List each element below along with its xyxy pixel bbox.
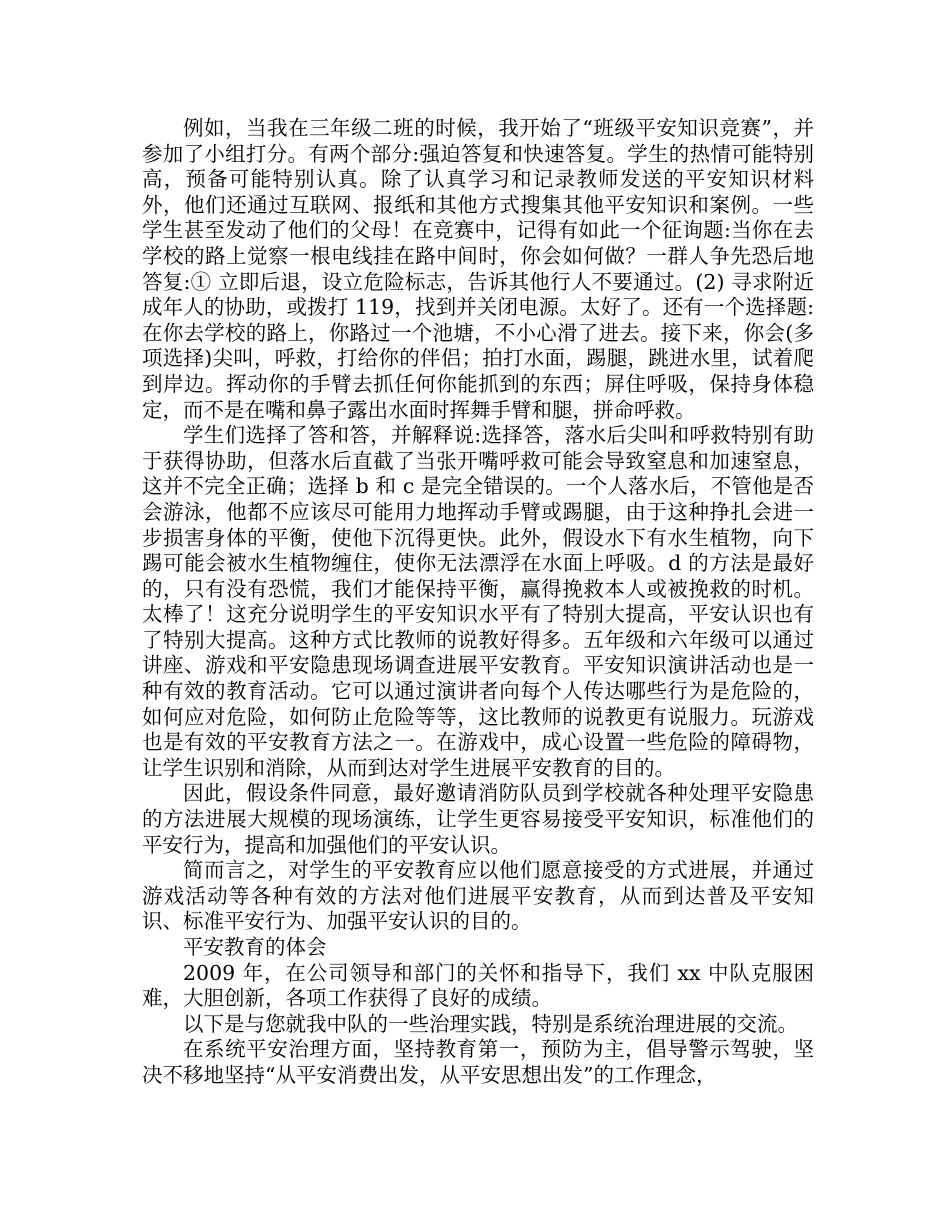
- section-title: 平安教育的体会: [183, 935, 327, 959]
- paragraph-safety-management: 在系统平安治理方面，坚持教育第一，预防为主，倡导警示驾驶，坚决不移地坚持“从平安消费出发，从平安思想出发”的工作理念，: [142, 1037, 814, 1087]
- paragraph-competition-example: 例如，当我在三年级二班的时候，我开始了“班级平安知识竞赛”，并参加了小组打分。有两个部分:强迫答复和快速答复。学生的热情可能特别高，预备可能特别认真。除了认真学习和记录教师发送的平安知识材料外，他们还通过互联网、报纸和其他方式搜集其他平安知识和案例。一些学生甚至发动了他们的父母！在竞赛中，记得有如此一个征询题:当你在去学校的路上觉察一根电线挂在路中间时，你会如何做？一群人争先恐后地答复:① 立即后退，设立危险标志，告诉其他行人不要通过。(2) 寻求附近成年人的协助，或拨打 119，找到并关闭电源。太好了。还有一个选择题:在你去学校的路上，你路过一个池塘，不小心滑了进去。接下来，你会(多项选择)尖叫，呼救，打给你的伴侣；拍打水面，踢腿，跳进水里，试着爬到岸边。挥动你的手臂去抓任何你能抓到的东西；屏住呼吸，保持身体稳定，而不是在嘴和鼻子露出水面时挥舞手臂和腿，拼命呼救。: [142, 116, 814, 422]
- paragraph-summary: 简而言之，对学生的平安教育应以他们愿意接受的方式进展，并通过游戏活动等各种有效的方法对他们进展平安教育，从而到达普及平安知识、标准平安行为、加强平安认识的目的。: [142, 858, 814, 934]
- document-page: [142, 116, 814, 1089]
- paragraph-firefighter-drill: 因此，假设条件同意，最好邀请消防队员到学校就各种处理平安隐患的方法进展大规模的现场演练，让学生更容易接受平安知识，标准他们的平安行为，提高和加强他们的平安认识。: [142, 781, 814, 857]
- paragraph-exchange-intro: 以下是与您就我中队的一些治理实践，特别是系统治理进展的交流。: [183, 1011, 798, 1036]
- paragraph-2009-achievements: 2009 年，在公司领导和部门的关怀和指导下，我们 xx 中队克服困难，大胆创新，各项工作获得了良好的成绩。: [142, 960, 814, 1011]
- paragraph-answer-explanation: 学生们选择了答和答，并解释说:选择答，落水后尖叫和呼救特别有助于获得协助，但落水后直截了当张开嘴呼救可能会导致窒息和加速窒息，这并不完全正确；选择 b 和 c 是完全错误的。一个人落水后，不管他是否会游泳，他都不应该尽可能用力地挥动手臂或踢腿，由于这种挣扎会进一步损害身体的平衡，使他下沉得更快。此外，假设水下有水生植物，向下踢可能会被水生植物缠住，使你无法漂浮在水面上呼吸。d 的方法是最好的，只有没有恐慌，我们才能保持平衡，赢得挽救本人或被挽救的时机。太棒了！这充分说明学生的平安知识水平有了特别大提高，平安认识也有了特别大提高。这种方式比教师的说教好得多。五年级和六年级可以通过讲座、游戏和平安隐患现场调查进展平安教育。平安知识演讲活动也是一种有效的教育活动。它可以通过演讲者向每个人传达哪些行为是危险的，如何应对危险，如何防止危险等等，这比教师的说教更有说服力。玩游戏也是有效的平安教育方法之一。在游戏中，成心设置一些危险的障碍物，让学生识别和消除，从而到达对学生进展平安教育的目的。: [142, 423, 814, 780]
